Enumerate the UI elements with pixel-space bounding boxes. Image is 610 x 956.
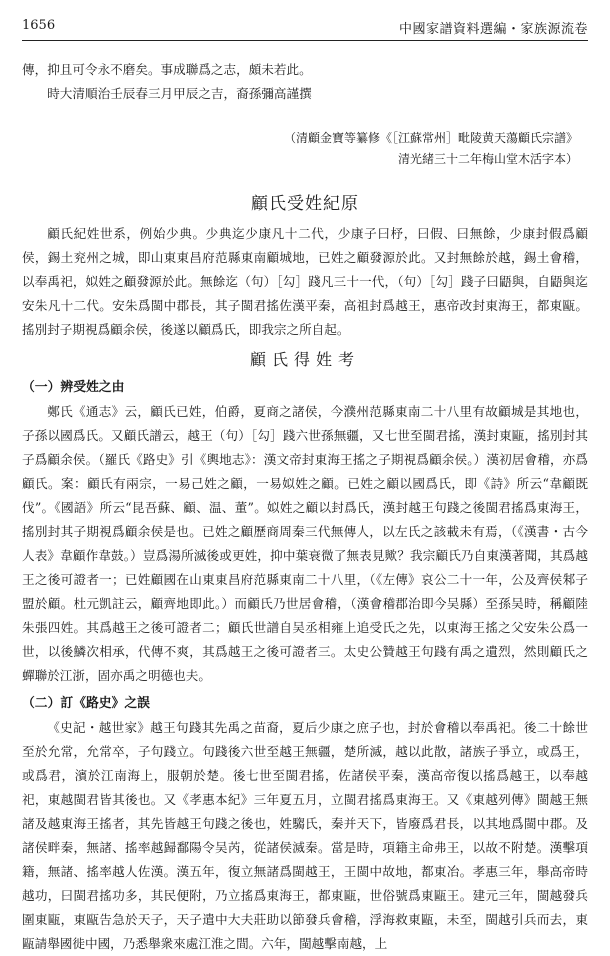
source-line-2: 清光緒三十二年梅山堂木活字本） — [397, 152, 578, 166]
page-body — [22, 58, 588, 956]
header-rule — [22, 40, 588, 41]
subsection-1-paragraph: 鄭氏《通志》云，顧氏已姓，伯爵，夏商之諸侯，今濮州范縣東南二十八里有故顧城是其地也，子孫以國爲氏。又顧氏譜云，越王（句）［勾］踐六世孫無疆，又七世至閩君搖，漢封東甌，搖別封其子爲顧余侯。（羅氏《路史》引《輿地志》：漢文帝封東海王搖之子期視爲顧余侯。）漢初居會稽，亦爲顧氏。案：顧氏有兩宗，一易己姓之顧，一易姒姓之顧。已姓之顧以國爲氏，即《詩》所云“韋顧既伐”。《國語》所云“昆吾蘇、顧、温、董”。姒姓之顧以封爲氏，漢封越王句踐之後閩君搖爲東海王，搖別封其子期視爲顧余侯是也。已姓之顧歷商周秦三代無傳人，以左氏之該載未有焉，（《漢書・古今人表》韋顧作韋鼓。）豈爲湯所滅後或更姓，抑中葉衰微了無表見歟？我宗顧氏乃自東漢著聞，其爲越王之後可證者一；已姓顧國在山東東昌府范縣東南二十八里，（《左傳》哀公二十一年，公及齊侯邾子盟於顧。杜元凱註云，顧齊地即此。）而顧氏乃世居會稽，（漢會稽郡治即今吴縣）至孫吴時，稱顧陸朱張四姓。其爲越王之後可證者二；顧氏世譜自吴丞相雍上追受氏之先，以東海王搖之父安朱公爲一世，以後鱗次相承，代傳不爽，其爲越王之後可證者三。太史公贊越王句踐有禹之遺烈，然則顧氏之蟬聯於江浙，固亦禹之明德也夫。 — [22, 404, 588, 683]
page-number: 1656 — [22, 18, 56, 33]
intro-line-2: 時大清順治壬辰春三月甲辰之吉，裔孫彌高謹撰 — [47, 86, 312, 101]
subsection-title-1: （一）辨受姓之由 — [22, 380, 125, 395]
source-line-1: （清顧金寶等纂修《［江蘇常州］毗陵黄天蕩顧氏宗譜》 — [283, 131, 578, 145]
subsection-title-2: （二）訂《路史》之誤 — [22, 696, 150, 711]
subsection-2-paragraph: 《史記・越世家》越王句踐其先禹之苗裔，夏后少康之庶子也，封於會稽以奉禹祀。後二十餘世至於允常，允常卒，子句踐立。句踐後六世至越王無疆，楚所滅，越以此散，諸族子爭立，或爲王，或爲君，濱於江南海上，服朝於楚。後七世至閩君搖，佐諸侯平秦，漢高帝復以搖爲越王，以奉越祀，東越閩君皆其後也。又《孝惠本紀》三年夏五月，立閩君搖爲東海王。又《東越列傳》閩越王無諸及越東海王搖者，其先皆越王句踐之後也，姓騶氏，秦并天下，皆廢爲君長，以其地爲閩中郡。及諸侯畔秦，無諸、搖率越歸鄱陽令吴芮，從諸侯滅秦。當是時，項籍主命弗王，以故不附楚。漢擊項籍，無諸、搖率越人佐漢。漢五年，復立無諸爲閩越王，王閩中故地，都東冶。孝惠三年，舉高帝時越功，曰閩君搖功多，其民便附，乃立搖爲東海王，都東甌，世俗號爲東甌王。建元三年，閩越發兵圍東甌，東甌告急於天子，天子遣中大夫莊助以節發兵會稽，浮海救東甌，未至，閩越引兵而去，東甌請舉國徙中國，乃悉舉衆來處江淮之間。六年，閩越擊南越，上 — [22, 720, 588, 951]
section-1-paragraph: 顧氏紀姓世系，例始少典。少典迄少康凡十二代，少康子曰杼，曰假、曰無餘，少康封假爲顧侯，錫土兖州之城，即山東東昌府范縣東南顧城地，已姓之顧發源於此。又封無餘於越，錫土會稽，以奉禹祀，姒姓之顧發源於此。無餘迄（句）［勾］踐凡三十一代，（句）［勾］踐子曰鼯與，自鼯與迄安朱凡十二代。安朱爲閩中郡長，其子閩君搖佐漢平秦，高祖封爲越王，惠帝改封東海王，都東甌。搖別封子期視爲顧余侯，後遂以顧爲氏，即我宗之所自起。 — [22, 226, 588, 337]
section-title-2: 顧氏得姓考 — [249, 350, 360, 369]
source-citation — [22, 128, 578, 170]
book-title: 中國家譜資料選編・家族源流卷 — [398, 22, 588, 37]
section-title-1: 顧氏受姓紀原 — [251, 194, 359, 214]
page-header — [22, 14, 588, 38]
intro-line-1: 傳，抑且可令永不磨矣。事成聯爲之志，頗未若此。 — [22, 62, 312, 77]
